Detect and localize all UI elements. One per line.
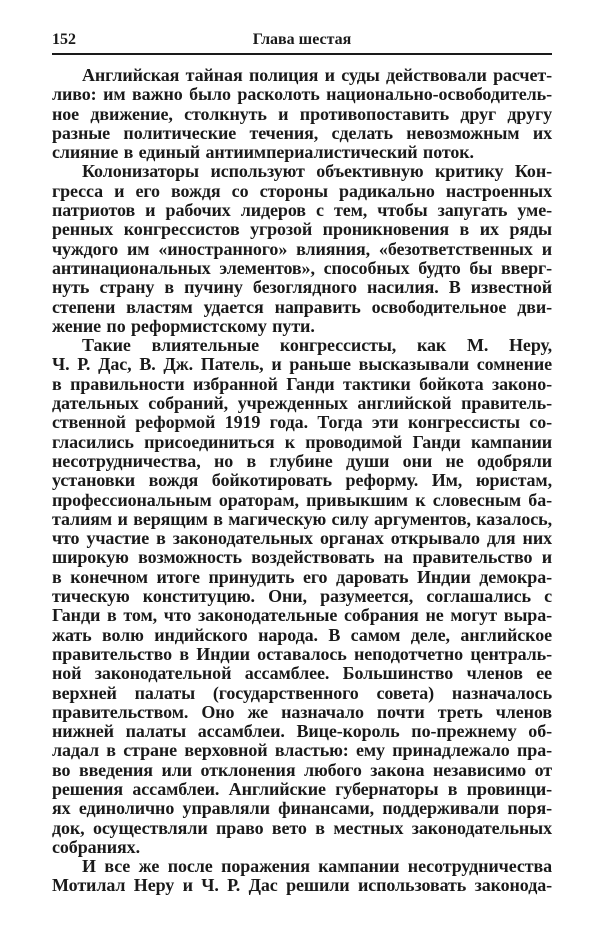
text-line: правительством. Оно же назначало почти треть членов <box>52 701 552 722</box>
text-line: слияние в единый антиимпериалистический поток. <box>52 142 474 163</box>
paragraph <box>52 162 552 336</box>
text-line: во введения или отклонения любого закона независимо от <box>52 759 552 780</box>
paragraph <box>52 66 552 162</box>
text-line: чуждого им «иностранного» влияния, «безответственных и <box>52 238 552 259</box>
text-line: патриотов и рабочих лидеров с тем, чтобы запугать уме- <box>52 200 552 221</box>
text-line: ливо: им важно было расколоть национально-освободитель- <box>52 84 552 105</box>
text-line: гресса и его вождя со стороны радикально настроенных <box>52 180 552 201</box>
text-line: Ч. Р. Дас, В. Дж. Патель, и раньше высказывали сомнение <box>52 354 552 375</box>
text-line: жение по реформистскому пути. <box>52 315 315 336</box>
text-line: жать волю индийского народа. В самом деле, английское <box>52 624 552 645</box>
text-line: широкую возможность воздействовать на правительство и <box>52 547 552 568</box>
text-line: Мотилал Неру и Ч. Р. Дас решили использовать законода- <box>52 875 552 896</box>
text-line: талиям и верящим в магическую силу аргументов, казалось, <box>52 508 552 529</box>
body-text <box>52 66 552 896</box>
text-line: правительство в Индии оставалось неподотчетно централь- <box>52 643 552 664</box>
text-line: собраниях. <box>52 836 140 857</box>
page-number: 152 <box>52 31 76 48</box>
text-line: верхней палаты (государственного совета) назначалось <box>52 682 552 703</box>
text-line: что участие в законодательных органах открывало для них <box>52 528 552 549</box>
text-line: дательных собраний, учрежденных английской правитель- <box>52 393 552 414</box>
text-line: ренных конгрессистов угрозой проникновения в их ряды <box>52 219 552 240</box>
text-line: нижней палаты ассамблеи. Вице-король по-прежнему об- <box>52 721 552 742</box>
header-rule <box>52 53 552 55</box>
text-line: решения ассамблеи. Английские губернаторы в провинци- <box>52 778 552 799</box>
text-line: в правильности избранной Ганди тактики бойкота законо- <box>52 373 552 394</box>
text-line: Ганди в том, что законодательные собрания не могут выра- <box>52 605 552 626</box>
text-line: Такие влиятельные конгрессисты, как М. Неру, <box>82 335 552 356</box>
text-line: тическую конституцию. Они, разумеется, соглашались с <box>52 586 552 607</box>
paragraph <box>52 857 552 896</box>
text-line: док, осуществляли право вето в местных законодательных <box>52 817 552 838</box>
text-line: И все же после поражения кампании несотрудничества <box>82 856 552 877</box>
text-line: разные политические течения, сделать невозможным их <box>52 122 552 143</box>
text-line: степени властям удается направить освободительное дви- <box>52 296 552 317</box>
text-line: гласились присоединиться к проводимой Ганди кампании <box>52 431 552 452</box>
running-header <box>52 31 552 53</box>
paragraph <box>52 336 552 857</box>
text-line: ях единолично управляли финансами, поддерживали поря- <box>52 798 552 819</box>
text-line: установки вождя бойкотировать реформу. Им, юристам, <box>52 470 552 491</box>
text-line: ственной реформой 1919 года. Тогда эти конгрессисты со- <box>52 412 552 433</box>
text-line: несотрудничества, но в глубине души они не одобряли <box>52 450 552 471</box>
chapter-title: Глава шестая <box>252 31 352 48</box>
text-line: в конечном итоге принудить его даровать Индии демокра- <box>52 566 552 587</box>
text-line: Английская тайная полиция и суды действовали расчет- <box>82 65 552 85</box>
text-line: профессиональным ораторам, привыкшим к словесным ба- <box>52 489 552 510</box>
text-line: ладал в стране верховной властью: ему принадлежало пра- <box>52 740 552 761</box>
text-line: Колонизаторы используют объективную критику Кон- <box>82 161 552 182</box>
text-line: ной законодательной ассамблее. Большинство членов ее <box>52 663 552 684</box>
text-line: ное движение, столкнуть и противопоставить друг другу <box>52 103 552 124</box>
text-line: нуть страну в пучину безоглядного насилия. В известной <box>52 277 552 298</box>
text-line: антинациональных элементов», способных будто бы вверг- <box>52 257 552 278</box>
